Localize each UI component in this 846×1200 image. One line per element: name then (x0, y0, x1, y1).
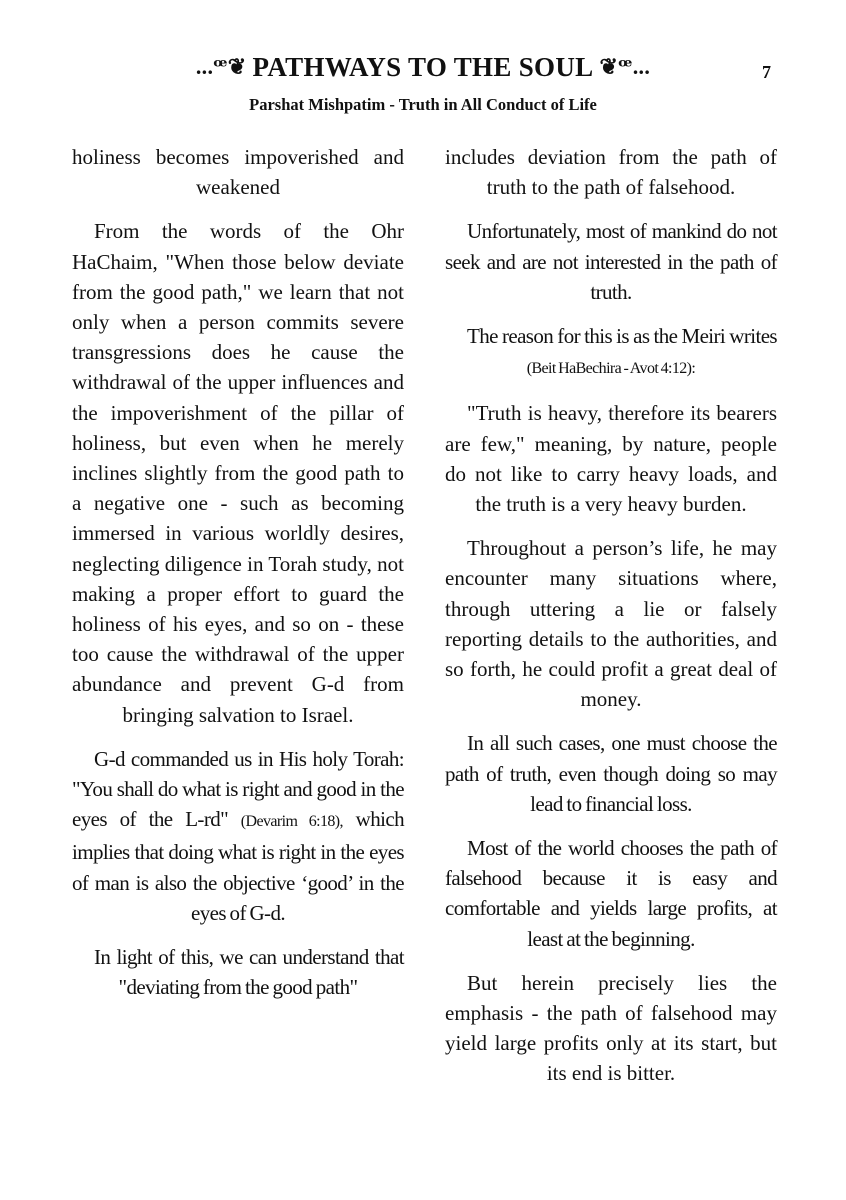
header-title-row (0, 50, 846, 84)
paragraph (445, 321, 777, 384)
left-column (72, 142, 404, 1016)
paragraph-text: The reason for this is as the Meiri writes (467, 324, 777, 349)
right-column (445, 142, 777, 1103)
citation: (Beit HaBechira - Avot 4:12): (526, 360, 696, 378)
paragraph: Most of the world chooses the path of falsehood because it is easy and comfortable and yields large profits, at least at the beginning. (445, 836, 777, 951)
paragraph: From the words of the Ohr HaChaim, "When those below deviate from the good path," we learn that not only when a person commits severe transgressions does he cause the withdrawal of the upper influences and the impoverishment of the pillar of holiness, but even when he merely inclines slightly from the good path to a negative one - such as becoming immersed in various worldly desires, neglecting diligence in Torah study, not making a proper effort to guard the holiness of his eyes, and so on - these too cause the withdrawal of the upper abundance and prevent G-d from bringing salvation to Israel. (72, 219, 404, 727)
citation: (Devarim 6:18), (240, 813, 343, 831)
paragraph: In light of this, we can understand that "deviating from the good path" (94, 945, 404, 1000)
paragraph: But herein precisely lies the emphasis - the path of falsehood may yield large profits only at its start, but its end is bitter. (445, 970, 777, 1086)
book-title: PATHWAYS TO THE SOUL (252, 52, 594, 82)
paragraph: Throughout a person’s life, he may encounter many situations where, through uttering a lie or falsely reporting details to the authorities, and so forth, he could profit a great deal of money. (445, 536, 777, 712)
paragraph-text: G-d commanded us in His holy Torah: "You shall do what is right and good in the eyes of the L-rd" (72, 746, 404, 832)
page-number: 7 (762, 62, 771, 82)
left-ornament: ...ꟹ❦ (195, 54, 247, 79)
paragraph-text: which implies that doing what is right in the eyes of man is also the objective ‘good’ in the eyes of G-d. (72, 807, 404, 925)
chapter-subtitle: Parshat Mishpatim - Truth in All Conduct of Life (249, 95, 597, 114)
right-ornament: ❦ꟹ... (599, 54, 651, 79)
paragraph: Unfortunately, most of mankind do not seek and are not interested in the path of truth. (445, 219, 777, 304)
running-header (0, 50, 846, 84)
paragraph (72, 744, 404, 928)
paragraph: "Truth is heavy, therefore its bearers are few," meaning, by nature, people do not like to carry heavy loads, and the truth is a very heavy burden. (445, 401, 777, 517)
paragraph: In all such cases, one must choose the path of truth, even though doing so may lead to financial loss. (445, 731, 777, 816)
paragraph: includes deviation from the path of truth to the path of falsehood. (445, 145, 777, 200)
paragraph: holiness becomes impoverished and weakened (72, 145, 404, 200)
